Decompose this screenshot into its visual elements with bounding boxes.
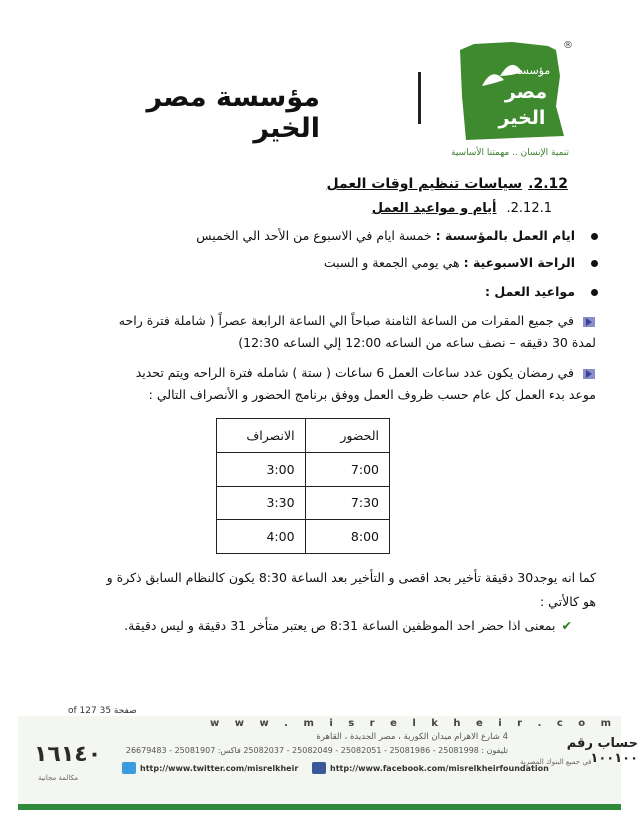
bullet-label: ايام العمل بالمؤسسة : <box>435 228 575 243</box>
delay-paragraph <box>36 566 596 614</box>
table-cell: 8:00 <box>305 520 389 554</box>
account-number: حساب رقم ١٠٠١٠٠ <box>566 736 638 766</box>
table-cell: 7:30 <box>305 486 389 520</box>
facebook-icon <box>312 762 326 774</box>
sub-item-line: في رمضان يكون عدد ساعات العمل 6 ساعات ( ستة ) شامله فترة الراحه ويتم تحديد <box>135 365 574 380</box>
facebook-link[interactable]: http://www.facebook.com/misrelkheirfoundation <box>330 764 549 773</box>
sub-item-line: في جميع المقرات من الساعة الثامنة صباحاً الي الساعة الرابعة عصراً ( شاملة فترة راحه <box>118 313 574 328</box>
table-cell: 3:30 <box>217 486 306 520</box>
paragraph-line: كما انه يوجد30 دقيقة تأخير بحد اقصى و التأخير بعد الساعة 8:30 يكون كالنظام السابق ذكرة و <box>106 570 596 585</box>
bullet-item <box>485 284 598 299</box>
section-title: سياسات تنظيم اوقات العمل <box>326 176 523 192</box>
table-cell: 7:00 <box>305 452 389 486</box>
check-item <box>124 618 572 633</box>
twitter-icon <box>122 762 136 774</box>
logo-caption: تنمية الإنسان .. مهمتنا الأساسية <box>451 148 569 158</box>
footer-bar <box>18 804 621 810</box>
check-item-text: بمعنى اذا حضر احد الموظفين الساعة 8:31 ص يعتبر متأخر 31 دقيقة و ليس دقيقة. <box>124 618 556 633</box>
table-row <box>217 452 390 486</box>
bullet-dot-icon <box>591 233 598 240</box>
section-number: 2.12. <box>528 176 568 192</box>
organization-title: مؤسسة مصر الخير <box>146 82 320 144</box>
bullet-label: الراحة الاسبوعية : <box>463 255 575 270</box>
page-number: صفحة 35 of 127 <box>68 706 137 716</box>
arrow-bullet-icon <box>582 368 596 380</box>
section-heading <box>327 176 568 192</box>
sub-item <box>36 310 596 354</box>
account-caption: في جميع البنوك المصرية <box>520 758 592 766</box>
bullet-text: هي يومي الجمعة و السبت <box>323 255 464 270</box>
subsection-heading <box>372 201 552 216</box>
page-footer <box>0 714 638 826</box>
bullet-dot-icon <box>591 260 598 267</box>
table-cell: 4:00 <box>217 520 306 554</box>
footer-address: 4 شارع الاهرام ميدان الكوربة ، مصر الجديدة ، القاهرة <box>316 732 508 742</box>
sub-item <box>36 362 596 406</box>
table-header-cell: الانصراف <box>217 419 306 453</box>
hotline-caption: مكالمة مجانية <box>38 774 79 782</box>
logo-text-3: الخير <box>498 107 546 129</box>
checkmark-icon: ✔ <box>561 618 572 633</box>
bullet-item <box>196 228 598 243</box>
sub-item-line: لمدة 30 دقيقه – نصف ساعه من الساعه 12:00 إلي الساعه 12:30) <box>238 335 596 350</box>
sub-item-line: موعد بدء العمل كل عام حسب ظروف العمل ووفق برنامج الحضور و الأنصراف التالي : <box>148 387 596 402</box>
table-row <box>217 486 390 520</box>
table-header-cell: الحضور <box>305 419 389 453</box>
bullet-label: مواعيد العمل : <box>485 284 575 299</box>
logo-text-2: مصر <box>504 81 548 103</box>
bullet-item <box>324 255 598 270</box>
bullet-dot-icon <box>591 289 598 296</box>
misr-elkheir-logo <box>452 36 576 148</box>
table-header-row <box>217 419 390 453</box>
table-cell: 3:00 <box>217 452 306 486</box>
bullet-text: خمسة ايام في الاسبوع من الأحد الي الخميس <box>196 228 436 243</box>
footer-phones: تليفون : 25081998 - 25081986 - 25082051 - 25082049 - 25082037 فاكس: 25081907 - 26679483 <box>125 746 508 755</box>
hotline-number: ١٦١٤٠ <box>34 742 102 767</box>
twitter-link[interactable]: http://www.twitter.com/misrelkheir <box>140 764 299 773</box>
paragraph-line: هو كالأتي : <box>540 594 596 609</box>
attendance-table <box>216 418 390 554</box>
arrow-bullet-icon <box>582 316 596 328</box>
table-row <box>217 520 390 554</box>
footer-website: w w w . m i s r e l k h e i r . c o m <box>210 718 618 729</box>
logo-text-1: مؤسسة <box>513 64 551 77</box>
subsection-title: أيام و مواعيد العمل <box>371 201 497 216</box>
registered-mark: ® <box>563 40 573 51</box>
subsection-number: 2.12.1. <box>506 201 552 216</box>
header-divider <box>418 72 421 124</box>
